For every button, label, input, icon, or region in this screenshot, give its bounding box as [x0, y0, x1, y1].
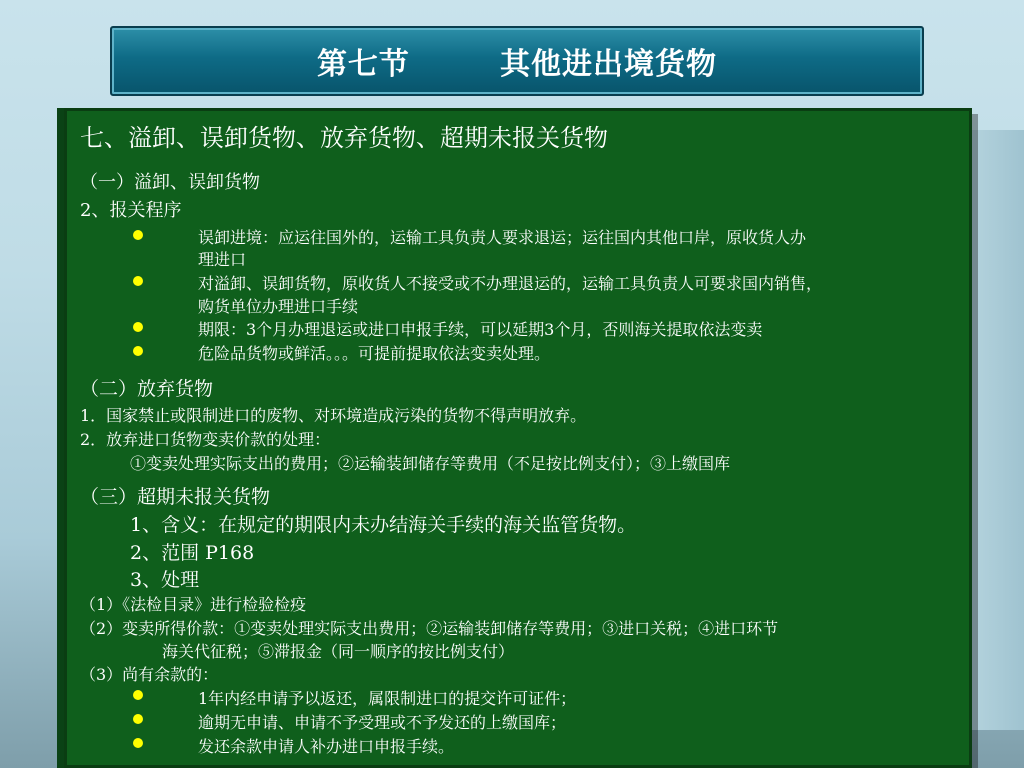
sec3-bullet-1: 1年内经申请予以返还，属限制进口的提交许可证件； — [198, 689, 577, 708]
sec3-item-2: 2、范围 P168 — [130, 542, 255, 564]
bullet-icon — [133, 714, 143, 724]
bullet-icon — [133, 346, 143, 356]
background-decoration — [964, 130, 1024, 730]
sec1-bullet-2-cont: 购货单位办理进口手续 — [198, 297, 359, 316]
sec1-bullet-3: 期限：3个月办理退运或进口申报手续，可以延期3个月，否则海关提取依法变卖 — [198, 320, 763, 339]
sec3-sub-1: （1）《法检目录》进行检验检疫 — [80, 595, 307, 614]
sec3-bullet-3: 发还余款申请人补办进口申报手续。 — [198, 737, 455, 756]
sec1-sub: 2、报关程序 — [80, 200, 182, 221]
title-bar — [110, 26, 924, 96]
sec1-bullet-1: 误卸进境：应运往国外的，运输工具负责人要求退运；运往国内其他口岸，原收货人办 — [198, 228, 807, 247]
bullet-icon — [133, 322, 143, 332]
bullet-icon — [133, 230, 143, 240]
sec3-item-1: 1、含义：在规定的期限内未办结海关手续的海关监管货物。 — [130, 514, 637, 536]
sec1-bullet-1-cont: 理进口 — [198, 250, 247, 269]
sec3-title: （三）超期未报关货物 — [80, 486, 271, 508]
sec2-item-2: 2．放弃进口货物变卖价款的处理： — [80, 430, 331, 449]
sec2-item-3: ①变卖处理实际支出的费用；②运输装卸储存等费用（不足按比例支付）；③上缴国库 — [130, 454, 731, 473]
sec1-bullet-4: 危险品货物或鲜活。。。可提前提取依法变卖处理。 — [198, 344, 551, 363]
bullet-icon — [133, 690, 143, 700]
bullet-icon — [133, 276, 143, 286]
section-heading: 七、溢卸、误卸货物、放弃货物、超期未报关货物 — [80, 124, 608, 152]
sec2-item-1: 1．国家禁止或限制进口的废物、对环境造成污染的货物不得声明放弃。 — [80, 406, 587, 425]
sec3-sub-2: （2）变卖所得价款：①变卖处理实际支出费用；②运输装卸储存等费用；③进口关税；④进口环节 — [80, 619, 779, 638]
sec1-title: （一）溢卸、误卸货物 — [80, 172, 260, 193]
sec3-bullet-2: 逾期无申请、申请不予受理或不予发还的上缴国库； — [198, 713, 567, 732]
bullet-icon — [133, 738, 143, 748]
page-title: 第七节 其他进出境货物 — [316, 47, 718, 82]
sec3-sub-3: （3）尚有余款的： — [80, 665, 219, 684]
sec3-sub-2-cont: 海关代征税；⑤滞报金（同一顺序的按比例支付） — [162, 642, 515, 661]
sec3-item-3: 3、处理 — [130, 569, 200, 591]
sec2-title: （二）放弃货物 — [80, 378, 214, 400]
sec1-bullet-2: 对溢卸、误卸货物，原收货人不接受或不办理退运的，运输工具负责人可要求国内销售， — [198, 274, 823, 293]
